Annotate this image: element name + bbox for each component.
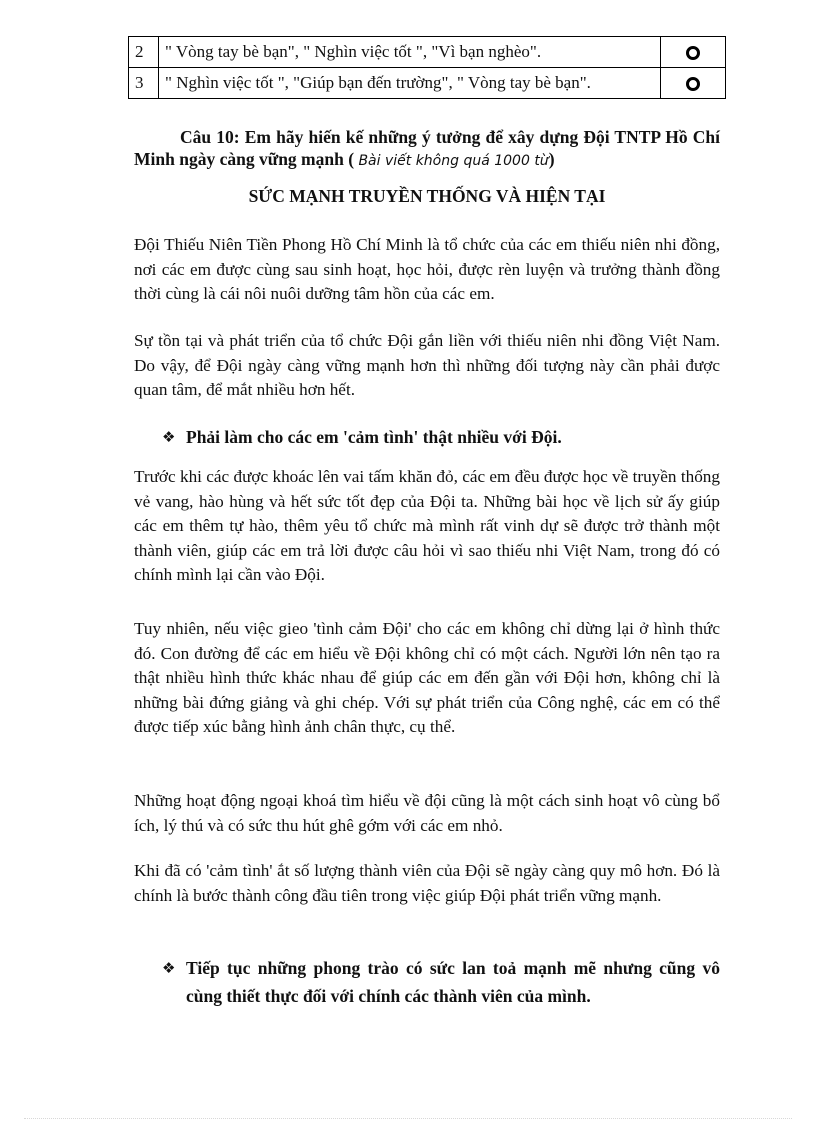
page-divider <box>24 1118 792 1119</box>
circle-bullet-icon <box>686 77 700 91</box>
diamond-bullet-icon: ❖ <box>162 959 176 977</box>
paragraph: Trước khi các được khoác lên vai tấm khăn đỏ, các em đều được học về truyền thống vẻ vang, hào hùng và hết sức tốt đẹp của Đội ta. Những bài học về lịch sử ấy giúp các em thêm tự hào, thêm yêu tổ chức mà mình rất vinh dự sẽ được trở thành một thành viên, giúp các em trả lời được câu hỏi vì sao thiếu nhi Việt Nam, trong đó có chính mình lại cần vào Đội. <box>134 467 720 584</box>
paragraph: Khi đã có 'cảm tình' ắt số lượng thành viên của Đội sẽ ngày càng quy mô hơn. Đó là chính là bước thành công đầu tiên trong việc giúp Đội phát triển vững mạnh. <box>134 861 720 905</box>
table-row <box>129 68 726 99</box>
option-text: " Nghìn việc tốt ", "Giúp bạn đến trường", " Vòng tay bè bạn". <box>159 68 661 99</box>
paragraph: Những hoạt động ngoại khoá tìm hiểu về đội cũng là một cách sinh hoạt vô cùng bổ ích, lý thú và có sức thu hút ghê gớm với các em nhỏ. <box>134 791 720 835</box>
bullet-point: ❖ Tiếp tục những phong trào có sức lan toả mạnh mẽ nhưng cũng vô cùng thiết thực đối với chính các thành viên của mình. <box>162 954 720 1010</box>
paragraph: Tuy nhiên, nếu việc gieo 'tình cảm Đội' cho các em không chỉ dừng lại ở hình thức đó. Con đường để các em hiểu về Đội không chỉ có một cách. Người lớn nên tạo ra thật nhiều hình thức khác nhau để giúp các em đến gần với Đội hơn, không chỉ là những bài đứng giảng và ghi chép. Với sự phát triển của Công nghệ, các em có thể được tiếp xúc bằng hình ảnh chân thực, cụ thể. <box>134 619 720 736</box>
answer-options-table <box>128 36 726 99</box>
paragraph: Sự tồn tại và phát triển của tổ chức Đội gắn liền với thiếu niên nhi đồng Việt Nam. Do vậy, để Đội ngày càng vững mạnh hơn thì những đối tượng này cần phải được quan tâm, để mắt nhiều hơn hết. <box>134 331 720 399</box>
option-number: 2 <box>129 37 159 68</box>
table-row <box>129 37 726 68</box>
word-limit-note: Bài viết không quá 1000 từ <box>358 153 549 169</box>
question-prompt: Câu 10: Em hãy hiến kế những ý tưởng để xây dựng Đội TNTP Hồ Chí Minh ngày càng vững mạnh ( Bài viết không quá 1000 từ) <box>134 127 720 169</box>
diamond-bullet-icon: ❖ <box>162 428 176 446</box>
circle-bullet-icon <box>686 46 700 60</box>
question-label: Câu 10: Em hãy hiến kế những ý tưởng để xây dựng Đội TNTP Hồ Chí Minh ngày càng vững mạnh <box>134 127 720 169</box>
option-text: " Vòng tay bè bạn", " Nghìn việc tốt ", "Vì bạn nghèo". <box>159 37 661 68</box>
essay-title: SỨC MẠNH TRUYỀN THỐNG VÀ HIỆN TẠI <box>248 186 606 206</box>
bullet-point: ❖ Phải làm cho các em 'cảm tình' thật nhiều với Đội. <box>162 423 720 451</box>
paragraph: Đội Thiếu Niên Tiền Phong Hồ Chí Minh là tổ chức của các em thiếu niên nhi đồng, nơi các em được cùng sau sinh hoạt, học hỏi, được rèn luyện và trưởng thành đồng thời cùng là cái nôi nuôi dưỡng tâm hồn của các em. <box>134 235 720 303</box>
option-number: 3 <box>129 68 159 99</box>
